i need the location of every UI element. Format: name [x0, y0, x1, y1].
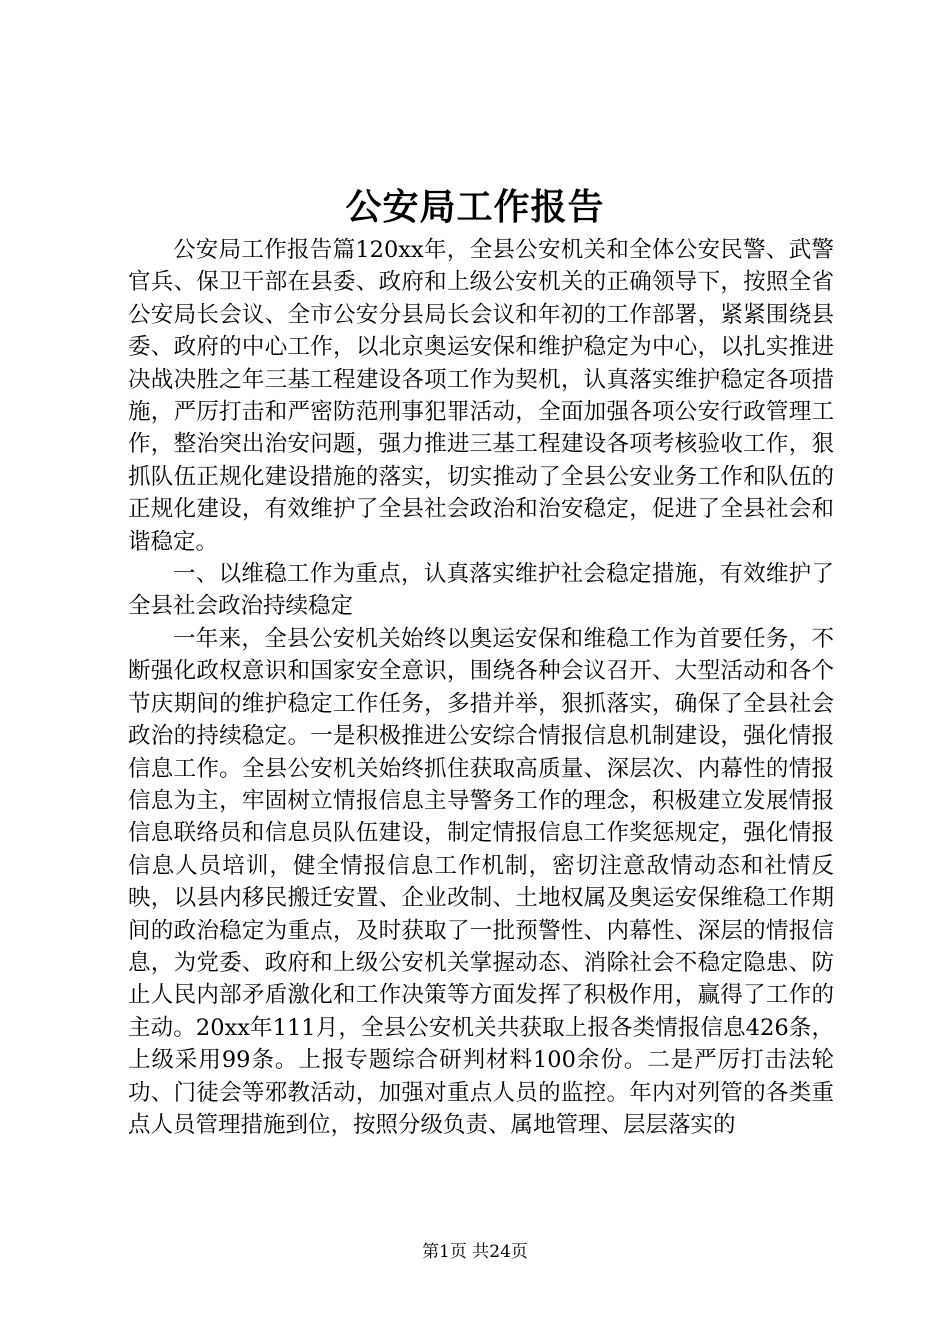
section-heading: 一、以维稳工作为重点，认真落实维护社会稳定措施，有效维护了全县社会政治持续稳定: [128, 561, 834, 620]
body-paragraph: 公安局工作报告篇120xx年，全县公安机关和全体公安民警、武警官兵、保卫干部在县委、政府和上级公安机关的正确领导下，按照全省公安局长会议、全市公安分县局长会议和年初的工作部署，紧紧围绕县委、政府的中心工作，以北京奥运安保和维护稳定为中心，以扎实推进决战决胜之年三基工程建设各项工作为契机，认真落实维护稳定各项措施，严厉打击和严密防范刑事犯罪活动，全面加强各项公安行政管理工作，整治突出治安问题，强力推进三基工程建设各项考核验收工作，狠抓队伍正规化建设措施的落实，切实推动了全县公安业务工作和队伍的正规化建设，有效维护了全县社会政治和治安稳定，促进了全县社会和谐稳定。: [128, 237, 834, 555]
document-title: 公安局工作报告: [345, 186, 605, 228]
page-footer: 第1页 共24页: [422, 1242, 528, 1262]
document-body: [128, 234, 834, 1141]
body-paragraph: 一年来，全县公安机关始终以奥运安保和维稳工作为首要任务，不断强化政权意识和国家安全意识，围绕各种会议召开、大型活动和各个节庆期间的维护稳定工作任务，多措并举，狠抓落实，确保了全县社会政治的持续稳定。一是积极推进公安综合情报信息机制建设，强化情报信息工作。全县公安机关始终抓住获取高质量、深层次、内幕性的情报信息为主，牢固树立情报信息主导警务工作的理念，积极建立发展情报信息联络员和信息员队伍建设，制定情报信息工作奖惩规定，强化情报信息人员培训，健全情报信息工作机制，密切注意敌情动态和社情反映，以县内移民搬迁安置、企业改制、土地权属及奥运安保维稳工作期间的政治稳定为重点，及时获取了一批预警性、内幕性、深层的情报信息，为党委、政府和上级公安机关掌握动态、消除社会不稳定隐患、防止人民内部矛盾激化和工作决策等方面发挥了积极作用，赢得了工作的主动。20xx年111月，全县公安机关共获取上报各类情报信息426条，上级采用99条。上报专题综合研判材料100余份。二是严厉打击法轮功、门徒会等邪教活动，加强对重点人员的监控。年内对列管的各类重点人员管理措施到位，按照分级负责、属地管理、层层落实的: [128, 625, 834, 1138]
